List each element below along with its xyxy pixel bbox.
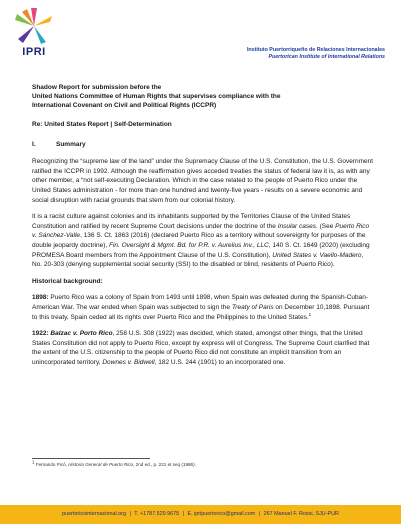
text-run: , 140 S. Ct. 1649 (2020) (excluding PROMESA Board members from the Appointment Clause of the U.S. Constitution), (32, 241, 370, 259)
footer-separator: | (129, 511, 131, 517)
footer-address: 267 Manuel F. Rossi, SJU-PUR (263, 511, 339, 517)
footer-contact (0, 511, 401, 517)
text-run-italic: Insular cases (277, 222, 316, 230)
text-run: on December 10,1898. Pursuant to this treaty, Spain ceded all its rights over Puerto Rico and the Philippines to the United States. (32, 303, 370, 321)
text-run: Fernando Picó, (34, 462, 69, 467)
year-label: 1922: (32, 330, 49, 338)
text-run: , 136 S. Ct. 1863 (2016) (declared Puerto Rico as a territory without sovereignty for purposes of the double jeopardy doctrine), (32, 232, 366, 249)
text-run: . (See (316, 222, 336, 230)
case-citation: Fin. Oversight & Mgmt. Bd. for P.R. v. Aurelius Inv., LLC (108, 241, 269, 249)
footer-separator: | (182, 511, 184, 517)
footer-separator: | (258, 511, 261, 517)
text-run: Puerto Rico was a colony of Spain from 1493 until 1898, when Spain was defeated during the Spanish-Cuban-American War. The war ended when Spain was subjected to sign the (32, 294, 369, 311)
summary-paragraph-2 (32, 212, 374, 270)
case-citation: Puerto Rico v. Sánchez-Valle (32, 222, 370, 240)
ipri-logo (14, 6, 54, 62)
paragraph-1922 (32, 329, 374, 367)
footer-email-link[interactable]: E. ipripuertorico@gmail.com (187, 511, 256, 517)
footnote-divider (32, 458, 150, 459)
report-title (32, 83, 374, 110)
text-run: , No. 20-303 (denying supplemental social security (SSI) to the disabled or blind, residents of Puerto Rico). (32, 251, 364, 269)
treaty-name: Treaty of Paris (231, 303, 274, 311)
summary-paragraph-1: Recognizing the “supreme law of the land” under the Supremacy Clause of the U.S. Constitution, the U.S. Government ratified the ICCPR in 1992. Although the reaffirmation gives acceded treaties the status of federal law it is, as with any other member, a “not self-executing Declaration. Which in the case related to the people of Puerto Rico under the United States administration - for more than one hundred and twenty-five years - results on a severe economic and social disruption with racial grounds that stem from our colonial history. (32, 158, 374, 204)
footnote-number: 1 (32, 459, 35, 465)
text-run: It is a racist culture against colonies and its inhabitants supported by the Territories Clause of the United States Constitution and ratified by recent Supreme Court decisions under the doctrine of the (32, 213, 351, 230)
text-run: , 2nd ed., p. 221 et seq (1986). (133, 462, 196, 467)
report-body (32, 83, 374, 374)
footer-bar (0, 505, 401, 524)
paragraph-1898 (32, 293, 374, 322)
text-run: , 182 U.S. 244 (1901) to an incorporated one. (154, 358, 286, 366)
book-title: Historia General de Puerto Rico (68, 462, 134, 467)
logo-text: IPRI (22, 46, 46, 58)
section-number: I. (32, 140, 36, 148)
footer-website-link[interactable]: puertoricointernacional.org (62, 511, 126, 517)
title-line: International Covenant on Civil and Political Rights (ICCPR) (32, 102, 217, 109)
year-label: 1898: (32, 294, 49, 302)
historical-heading: Historical background: (32, 277, 103, 285)
re-line: Re: United States Report | Self-Determination (32, 121, 172, 128)
institute-name (247, 47, 385, 60)
section-heading (32, 140, 374, 150)
ipri-star-icon (14, 6, 54, 46)
text-run: , 258 U.S. 308 (1922) was decided, which stated, amongst other things, that the United States Constitution did not apply to Puerto Rico, except by express will of Congress. The Supreme Court clarified that the extent of the U.S. citizenship to the people of Puerto Rico did not constitute an implicit transition from an unincorporated territory, (32, 330, 370, 366)
title-line: Shadow Report for submission before the (32, 84, 162, 91)
case-citation: Balzac v. Porto Rico (48, 330, 113, 338)
footnote (32, 459, 196, 467)
footnote-ref[interactable]: 1 (308, 311, 312, 317)
institute-name-en: Puertorican Institute of International Relations (268, 54, 385, 60)
case-citation: Downes v. Bidwell (102, 358, 155, 366)
footer-phone: T. +1787.529.9675 (134, 511, 180, 517)
section-label: Summary (56, 140, 86, 148)
title-line: United Nations Committee of Human Rights that supervises compliance with the (32, 93, 281, 100)
institute-name-es: Instituto Puertorriqueño de Relaciones Internacionales (246, 47, 385, 53)
case-citation: United States v. Vaello-Madero (272, 251, 362, 259)
